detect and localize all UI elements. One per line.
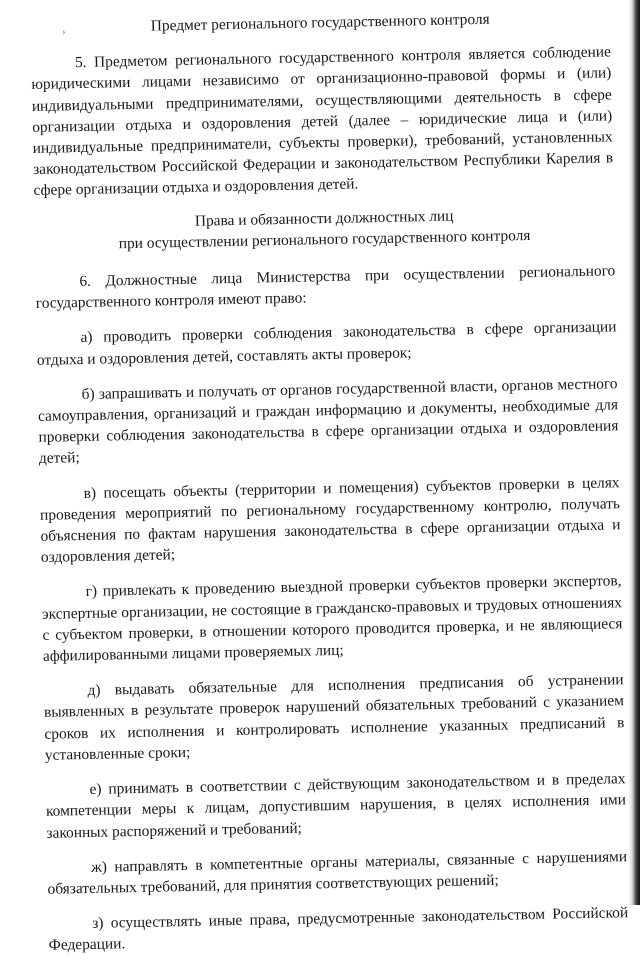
list-item-a: а) проводить проверки соблюдения законодательства в сфере организации отдыха и оздоровления детей, составлять акты проверок; [36, 318, 617, 369]
list-item-v: в) посещать объекты (территории и помещения) субъектов проверки в целях проведения мероприятий по региональному государственному контролю, получать объяснения по фактам нарушения законодательства в сфере организации отдыха и оздоровления детей; [39, 473, 621, 567]
section-heading-rights [34, 202, 615, 256]
list-item-zh: ж) направлять в компетентные органы материалы, связанные с нарушениями обязательных требований, для принятия соответствующих решений; [47, 847, 628, 898]
section-heading-subject: Предмет регионального государственного контроля [150, 10, 490, 35]
scan-edge-shadow [628, 0, 640, 905]
scan-mark: › [62, 26, 66, 37]
list-item-z: з) осуществлять иные права, предусмотренные законодательством Российской Федерации. [48, 904, 629, 955]
list-item-b: б) запрашивать и получать от органов государственной власти, органов местного самоуправления, организаций и граждан информацию и документы, необходимые для проверки соблюдения законодательства в сфере организации отдыха и оздоровления детей; [37, 375, 619, 468]
paragraph-6: 6. Должностные лица Министерства при осуществлении регионального государственного контроля имеют право: [35, 262, 616, 313]
list-item-d: д) выдавать обязательные для исполнения предписания об устранении выявленных в результате проверок нарушений обязательных требований с указанием сроков их исполнения и контролировать исполнение указанных предписаний в установленные сроки; [43, 671, 625, 764]
document-body [30, 2, 629, 964]
list-item-g: г) привлекать к проведению выездной проверки субъектов проверки экспертов, экспертные организации, не состоящие в гражданско-правовых и трудовых отношениях с субъектом проверки, в отношении которого проводится проверка, и не являющиеся аффилированными лицами проверяемых лиц; [41, 572, 623, 665]
list-item-e: е) принимать в соответствии с действующим законодательством и в пределах компетенции меры к лицам, допустившим нарушения, в целях исполнения ими законных распоряжений и требований; [45, 770, 627, 842]
section-heading-rights-line2: при осуществлении регионального государственного контроля [118, 226, 531, 253]
paragraph-5: 5. Предметом регионального государственного контроля является соблюдение юридическими лицами независимо от организационно-правовой формы и (или) индивидуальными предпринимателями, осуществляющими деятельность в сфере организации отдыха и оздоровления детей (далее – юридические лица и (или) индивидуальные предприниматели, субъекты проверки), требований, установленных законодательством Российской Федерации и законодательством Республики Карелия в сфере организации отдыха и оздоровления детей. [31, 43, 614, 200]
section-heading-rights-line1: Права и обязанности должностных лиц [194, 207, 454, 230]
